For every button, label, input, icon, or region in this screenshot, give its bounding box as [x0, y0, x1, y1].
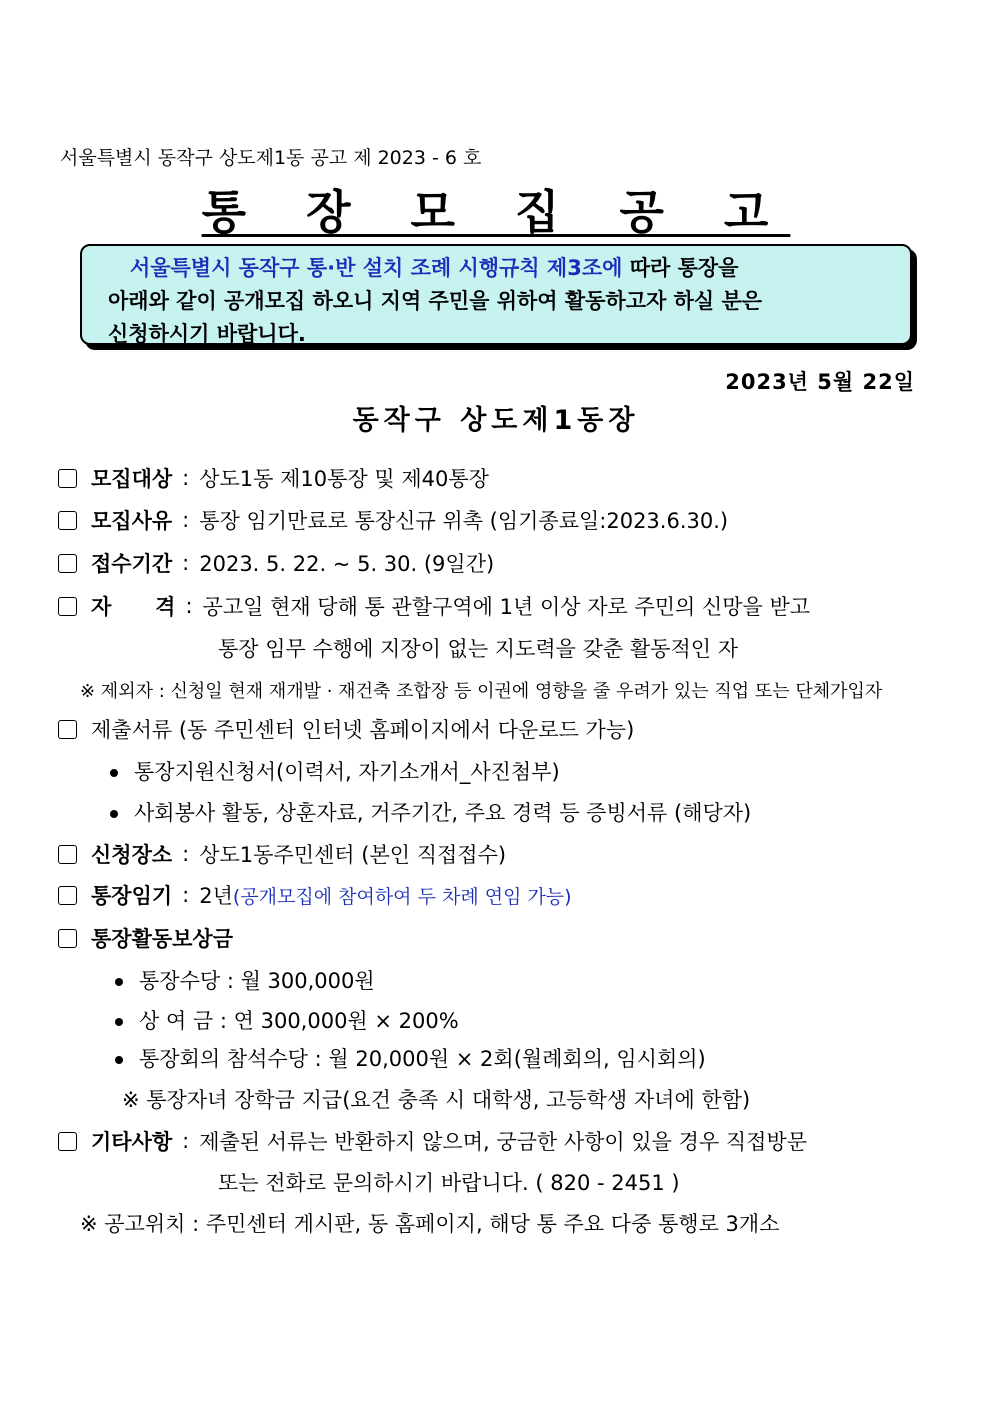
checkbox-icon: [58, 845, 77, 864]
item-other: 기타사항 : 제출된 서류는 반환하지 않으며, 궁금한 사항이 있을 경우 직접방문: [58, 1126, 807, 1156]
item-place-value: 상도1동주민센터 (본인 직접접수): [199, 843, 507, 867]
item-period: 접수기간 : 2023. 5. 22. ~ 5. 30. (9일간): [58, 548, 494, 578]
item-qualification-line1: 공고일 현재 당해 통 관할구역에 1년 이상 자로 주민의 신망을 받고: [202, 595, 811, 619]
item-period-value: 2023. 5. 22. ~ 5. 30. (9일간): [199, 552, 495, 576]
intro-line1-rest: 따라 통장을: [622, 256, 739, 280]
item-documents: [58, 714, 634, 744]
item-other-line1: 제출된 서류는 반환하지 않으며, 궁금한 사항이 있을 경우 직접방문: [199, 1130, 808, 1154]
bullet-icon: [110, 810, 118, 818]
item-reason-label: 모집사유: [91, 509, 173, 533]
item-qualification-label: 자 격: [91, 595, 176, 619]
posting-location-note: ※ 공고위치 : 주민센터 게시판, 동 홈페이지, 해당 통 주요 다중 통행로 3개소: [80, 1212, 780, 1236]
intro-line-2: 아래와 같이 공개모집 하오니 지역 주민을 위하여 활동하고자 하실 분은: [108, 289, 763, 313]
bullet-icon: [115, 1018, 123, 1026]
list-item: 상 여 금 : 연 300,000원 × 200%: [115, 1005, 459, 1035]
item-target: 모집대상 : 상도1동 제10통장 및 제40통장: [58, 463, 489, 493]
item-reason-value: 통장 임기만료로 통장신규 위촉 (임기종료일:2023.6.30.): [199, 509, 729, 533]
item-compensation: [58, 923, 233, 953]
list-item: 통장수당 : 월 300,000원: [115, 965, 375, 995]
checkbox-icon: [58, 554, 77, 573]
checkbox-icon: [58, 597, 77, 616]
checkbox-icon: [58, 720, 77, 739]
item-qualification: 자 격 : 공고일 현재 당해 통 관할구역에 1년 이상 자로 주민의 신망을 받고: [58, 591, 810, 621]
item-reason: 모집사유 : 통장 임기만료로 통장신규 위촉 (임기종료일:2023.6.30.): [58, 505, 728, 535]
item-period-label: 접수기간: [91, 552, 173, 576]
issuing-office: 동작구 상도제1동장: [352, 405, 640, 436]
intro-highlight: 서울특별시 동작구 통·반 설치 조례 시행규칙 제3조에: [129, 256, 623, 280]
item-term-label: 통장임기: [91, 884, 173, 908]
intro-line-1: [108, 252, 884, 285]
item-target-value: 상도1동 제10통장 및 제40통장: [199, 467, 489, 491]
bullet-icon: [115, 978, 123, 986]
checkbox-icon: [58, 886, 77, 905]
intro-line-3: 신청하시기 바랍니다.: [108, 322, 306, 346]
bullet-icon: [115, 1056, 123, 1064]
item-term: 통장임기 : 2년 (공개모집에 참여하여 두 차례 연임 가능): [58, 880, 572, 910]
intro-box: [80, 244, 912, 345]
item-qualification-line2: 통장 임무 수행에 지장이 없는 지도력을 갖춘 활동적인 자: [218, 637, 738, 661]
checkbox-icon: [58, 1132, 77, 1151]
item-other-line2: 또는 전화로 문의하시기 바랍니다. ( 820 - 2451 ): [218, 1171, 680, 1195]
item-place: 신청장소 : 상도1동주민센터 (본인 직접접수): [58, 839, 506, 869]
item-compensation-label: 통장활동보상금: [91, 927, 234, 951]
item-documents-label: 제출서류 (동 주민센터 인터넷 홈페이지에서 다운로드 가능): [91, 718, 635, 742]
checkbox-icon: [58, 469, 77, 488]
list-item: 통장회의 참석수당 : 월 20,000원 × 2회(월례회의, 임시회의): [115, 1043, 706, 1073]
checkbox-icon: [58, 929, 77, 948]
item-term-note: (공개모집에 참여하여 두 차례 연임 가능): [232, 885, 572, 908]
scholarship-note: ※ 통장자녀 장학금 지급(요건 충족 시 대학생, 고등학생 자녀에 한함): [122, 1088, 751, 1112]
item-place-label: 신청장소: [91, 843, 173, 867]
item-term-value: 2년: [199, 884, 233, 908]
list-item: 통장지원신청서(이력서, 자기소개서_사진첨부): [110, 756, 560, 786]
exclusion-note: ※ 제외자 : 신청일 현재 재개발 · 재건축 조합장 등 이권에 영향을 줄 우려가 있는 직업 또는 단체가입자: [80, 681, 883, 702]
notice-date: 2023년 5월 22일: [725, 370, 915, 394]
list-item: 사회봉사 활동, 상훈자료, 거주기간, 주요 경력 등 증빙서류 (해당자): [110, 797, 751, 827]
item-target-label: 모집대상: [91, 467, 173, 491]
checkbox-icon: [58, 511, 77, 530]
notice-number: 서울특별시 동작구 상도제1동 공고 제 2023 - 6 호: [60, 147, 482, 169]
bullet-icon: [110, 769, 118, 777]
item-other-label: 기타사항: [91, 1130, 173, 1154]
page-title: 통 장 모 집 공 고: [201, 185, 791, 239]
